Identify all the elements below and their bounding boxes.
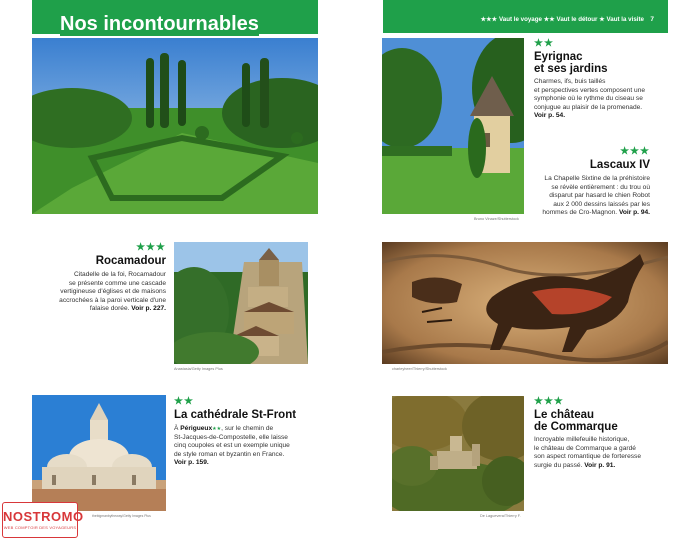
desc-commarque-line: son aspect romantique de forteresse [534,453,642,461]
star-legend [481,16,644,24]
entry-rocamadour [40,242,166,314]
entry-stfront [174,396,334,468]
desc-stfront-line: , sur le chemin de [221,425,274,432]
see-page-stfront: Voir p. 159. [174,459,209,467]
legend-label-1: Vaut la visite [606,16,644,23]
desc-stfront-line: cinq coupoles et est un exemple unique [174,442,290,450]
legend-label-3: Vaut le voyage [498,16,542,23]
title-eyrignac-line1: Eyrignac [534,51,583,63]
desc-rocamadour-line: accrochées à la paroi verticale d'une [59,296,166,304]
rating-stars-eyrignac: ★★ [534,38,554,49]
desc-commarque [534,436,669,470]
title-commarque-line1: Le château [534,409,595,421]
photo-credit-rocamadour: Anastasia/Getty Images Plus [174,367,223,371]
title-rocamadour: Rocamadour [95,255,166,267]
desc-lascaux-line: disparut par hasard le chien Robot [549,192,650,200]
see-page-eyrignac: Voir p. 54. [534,112,566,120]
legend-stars-1: ★ [599,16,605,23]
photo-chateau-commarque [392,396,524,511]
desc-stfront-prefix: À [174,425,179,432]
title-lascaux: Lascaux IV [589,159,650,171]
perigueux-stars: ★★ [212,426,222,432]
entry-commarque [534,396,669,470]
rating-stars-stfront: ★★ [174,396,194,407]
desc-eyrignac-line: Charmes, ifs, buis taillés [534,78,606,85]
desc-commarque-line: Incroyable millefeuille historique, [534,436,630,443]
logo-tagline: WEB COMPTOIR DES VOYAGEURS [3,525,77,530]
title-eyrignac-line2: et ses jardins [534,63,608,75]
see-page-commarque: Voir p. 91. [584,461,616,469]
left-header-bar [32,0,318,34]
entry-eyrignac [534,38,669,121]
desc-lascaux-line: hommes de Cro-Magnon. [542,209,618,217]
page-title: Nos incontournables [60,13,259,35]
photo-cathedrale-st-front [32,395,166,511]
right-header-bar [383,0,668,33]
photo-credit-stfront: thebigmanbytheway/Getty Images Plus [92,514,151,518]
legend-stars-2: ★★ [543,16,555,23]
desc-eyrignac-line: symphonie où le rythme du ciseau se [534,95,643,103]
photo-credit-lascaux: charleyheer/Thierry/Shutterstock [392,367,447,371]
see-page-rocamadour: Voir p. 227. [131,305,166,313]
photo-lascaux-cave [382,242,668,364]
desc-rocamadour-line: falaise dorée. [89,305,130,313]
desc-commarque-line: le château de Commarque a gardé [534,444,636,452]
desc-lascaux-line: se révèle entièrement : du trou où [551,183,650,191]
desc-eyrignac-line: conjugue au plaisir de la promenade. [534,103,643,111]
place-perigueux: Périgueux [180,425,213,432]
legend-stars-3: ★★★ [480,16,498,23]
desc-eyrignac [534,78,669,121]
desc-lascaux [530,175,650,218]
desc-stfront-line: de style roman et byzantin en France. [174,450,285,458]
desc-commarque-line: surgie du passé. [534,461,583,469]
photo-rocamadour [174,242,308,364]
desc-rocamadour-line: Citadelle de la foi, Rocamadour [74,271,166,278]
rating-stars-lascaux: ★★★ [620,146,650,157]
legend-label-2: Vaut le détour [556,16,598,23]
nostromo-logo[interactable] [2,502,84,538]
photo-eyrignac-pavilion [382,38,524,214]
desc-eyrignac-line: et perspectives vertes composent une [534,86,646,94]
desc-stfront-line: St-Jacques-de-Compostelle, elle laisse [174,433,288,441]
page-number: 7 [650,16,654,23]
desc-rocamadour-line: vertigineuse d'églises et de maisons [60,288,166,296]
photo-eyrignac-gardens [32,38,318,214]
title-commarque-line2: de Commarque [534,421,618,433]
rating-stars-rocamadour: ★★★ [136,242,166,253]
title-stfront: La cathédrale St-Front [174,409,297,421]
desc-rocamadour-line: se présente comme une cascade [68,279,166,287]
photo-credit-commarque: De Laguevera/Thierry F. [480,514,521,518]
photo-credit-eyrignac: Bruno Vinaze/Shutterstock [474,217,519,221]
rating-stars-commarque: ★★★ [534,396,564,407]
entry-lascaux [530,146,650,218]
logo-name: NOSTROMO [3,509,84,524]
see-page-lascaux: Voir p. 94. [618,209,650,217]
desc-rocamadour [40,271,166,314]
desc-stfront [174,425,334,468]
desc-lascaux-line: aux 2 000 dessins laissés par les [553,200,650,208]
desc-lascaux-line: La Chapelle Sixtine de la préhistoire [544,175,650,182]
